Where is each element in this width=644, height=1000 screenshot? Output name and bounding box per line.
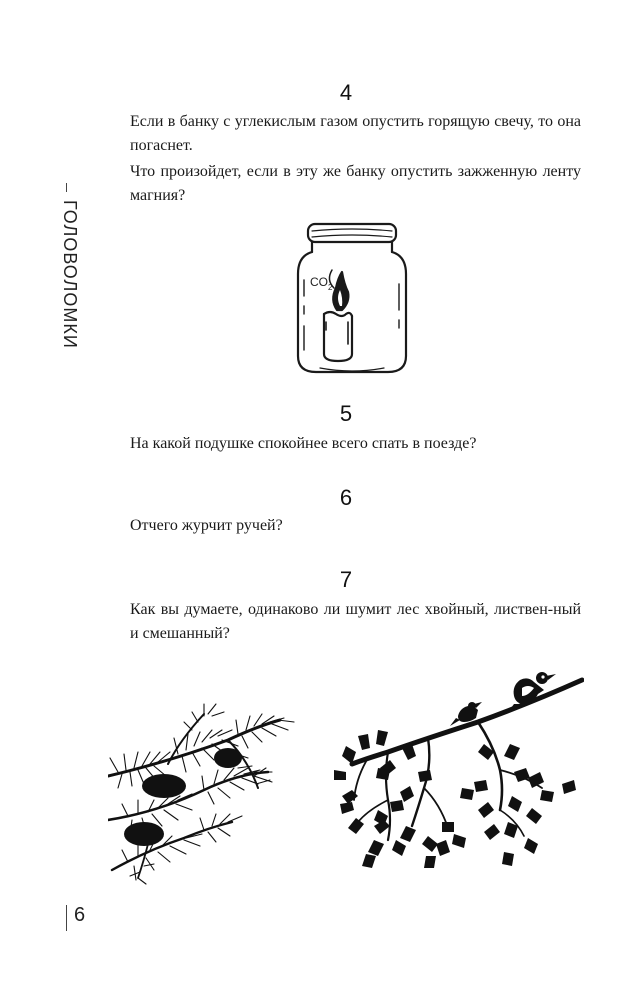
co2-label: $CO_2$ — [310, 275, 333, 292]
sidebar-rule — [66, 183, 67, 192]
puzzle-4-paragraph-1: Если в банку с углекислым газом опустить горящую свечу, то она погаснет. — [130, 113, 581, 154]
puzzle-6-paragraph-1: Отчего журчит ручей? — [130, 517, 283, 534]
puzzle-number-5: 5 — [339, 401, 353, 426]
deciduous-branch-with-birds-illustration — [328, 660, 584, 882]
page-number-rule — [66, 905, 67, 931]
page-number: 6 — [74, 904, 86, 926]
section-title: ГОЛОВОЛОМКИ — [60, 200, 80, 349]
puzzle-number-4: 4 — [339, 80, 353, 105]
puzzle-5-paragraph-1: На какой подушке спокойнее всего спать в поезде? — [130, 435, 477, 452]
puzzle-number-7: 7 — [339, 567, 353, 592]
puzzle-7-paragraph-1: Как вы думаете, одинаково ли шумит лес хвойный, листвен-ный и смешанный? — [130, 601, 581, 642]
jar-with-candle-illustration — [290, 218, 415, 376]
puzzle-4-paragraph-2: Что произойдет, если в эту же банку опустить зажженную ленту магния? — [130, 163, 581, 204]
pine-branch-illustration — [108, 700, 304, 888]
puzzle-number-6: 6 — [339, 485, 353, 510]
